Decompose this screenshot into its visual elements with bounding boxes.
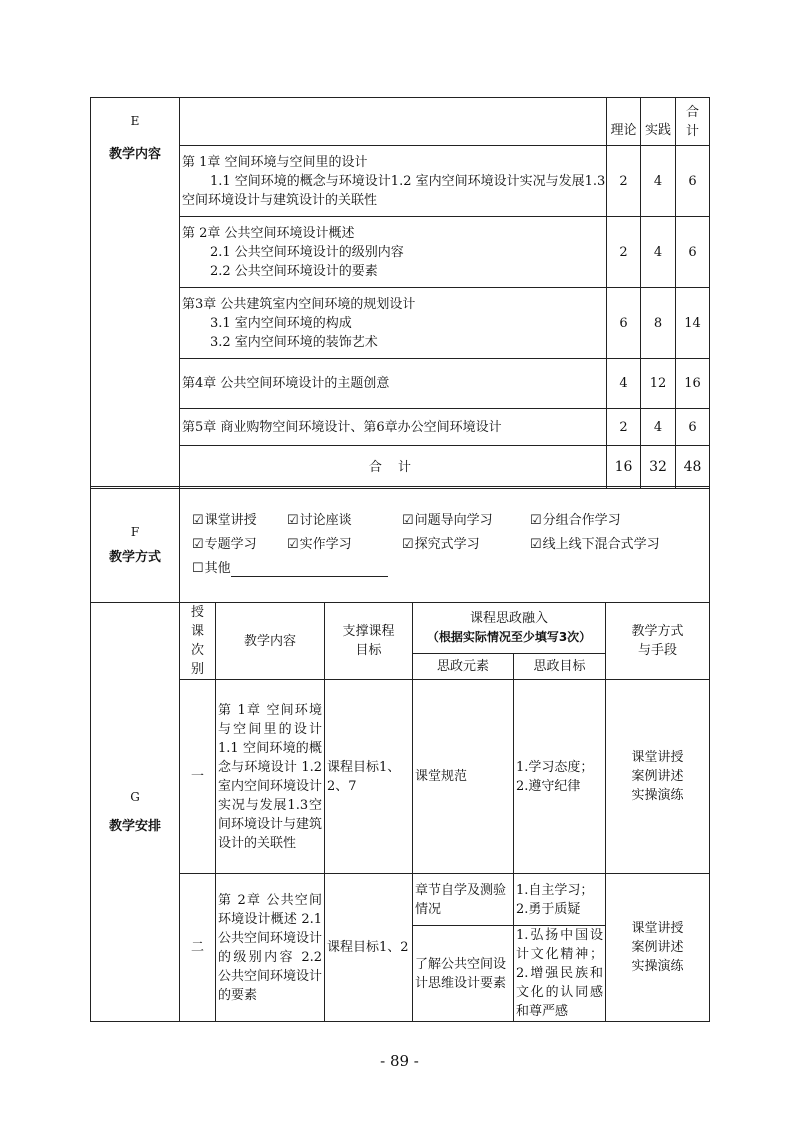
section-letter: F [130, 524, 140, 539]
chapter-row [91, 217, 710, 288]
method-header: 教学方式与手段 [606, 603, 710, 680]
method-option[interactable] [530, 533, 690, 557]
total-theory-hours: 16 [607, 446, 641, 489]
method-label: 线上线下混合式学习 [542, 537, 660, 552]
theory-hours: 6 [607, 288, 641, 359]
empty-box-icon: ☐ [192, 561, 204, 576]
method-option[interactable] [530, 509, 690, 533]
ideology-goal: 1.自主学习；2.勇于质疑 [514, 874, 606, 926]
ideology-header [413, 603, 606, 654]
method-option[interactable] [287, 533, 402, 557]
teaching-methods [180, 487, 710, 603]
method-row [192, 557, 699, 581]
method-label: 分组合作学习 [542, 513, 621, 528]
method-option[interactable] [192, 533, 287, 557]
practice-hours: 12 [641, 359, 676, 409]
ideology-goal: 1.学习态度；2.遵守纪律 [514, 680, 606, 874]
page-number: - 89 - [380, 1052, 419, 1070]
chapter-subsection: 2.2 公共空间环境设计的要素 [210, 263, 378, 279]
chapter-subsection: 3.2 室内空间环境的装饰艺术 [210, 334, 378, 350]
total-header: 合计 [676, 98, 710, 146]
checked-box-icon: ☑ [287, 513, 299, 528]
method-option[interactable] [402, 509, 530, 533]
session-row [91, 680, 710, 874]
ideology-note: （根据实际情况至少填写3次） [426, 629, 592, 644]
section-letter: E [130, 114, 140, 128]
chapter-title: 第4章 公共空间环境设计的主题创意 [182, 376, 390, 391]
total-hours: 16 [676, 359, 710, 409]
checked-box-icon: ☑ [402, 537, 414, 552]
theory-header: 理论 [607, 98, 641, 146]
checked-box-icon: ☑ [192, 513, 204, 528]
section-title: 教学内容 [108, 147, 161, 162]
ideology-element: 课堂规范 [413, 680, 514, 874]
total-hours: 14 [676, 288, 710, 359]
session-number: 一 [180, 680, 216, 874]
content-header: 教学内容 [216, 603, 325, 680]
chapter-row [91, 409, 710, 446]
theory-hours: 4 [607, 359, 641, 409]
total-hours: 6 [676, 409, 710, 446]
section-e-table [90, 97, 710, 489]
method-option[interactable] [287, 509, 402, 533]
section-f-table [90, 486, 710, 603]
theory-hours: 2 [607, 146, 641, 217]
chapter-cell [180, 359, 607, 409]
method-option-other[interactable] [192, 557, 388, 581]
section-f-label [91, 487, 180, 603]
method-option[interactable] [402, 533, 530, 557]
total-all-hours: 48 [676, 446, 710, 489]
checked-box-icon: ☑ [530, 537, 542, 552]
practice-hours: 8 [641, 288, 676, 359]
checked-box-icon: ☑ [402, 513, 414, 528]
chapter-title: 第5章 商业购物空间环境设计、第6章办公空间环境设计 [182, 419, 502, 435]
ideology-goal: 1.弘扬中国设计文化精神；2.增强民族和文化的认同感和尊严感 [514, 926, 606, 1022]
chapter-row [91, 288, 710, 359]
session-number: 二 [180, 874, 216, 1022]
chapter-title: 第 1章 空间环境与空间里的设计 [182, 154, 368, 170]
chapter-cell [180, 217, 607, 288]
chapter-title: 第 2章 公共空间环境设计概述 [182, 225, 355, 241]
total-row [91, 446, 710, 489]
method-row [192, 509, 699, 533]
session-method: 课堂讲授案例讲述实操演练 [606, 680, 710, 874]
total-hours: 6 [676, 217, 710, 288]
section-title: 教学安排 [108, 819, 161, 834]
content-header-blank [180, 98, 607, 146]
chapter-cell [180, 409, 607, 446]
session-goal: 课程目标1、2、7 [325, 680, 413, 874]
session-row [91, 874, 710, 926]
section-title: 教学方式 [108, 549, 161, 565]
checked-box-icon: ☑ [192, 537, 204, 552]
total-hours: 6 [676, 146, 710, 217]
other-input-line[interactable] [231, 561, 388, 577]
checked-box-icon: ☑ [530, 513, 542, 528]
goal-header: 支撑课程目标 [325, 603, 413, 680]
method-label: 实作学习 [299, 537, 352, 552]
section-g-table [90, 602, 710, 1022]
method-label: 课堂讲授 [204, 513, 257, 528]
chapter-row [91, 146, 710, 217]
method-option[interactable] [192, 509, 287, 533]
practice-hours: 4 [641, 409, 676, 446]
section-e-label [91, 98, 180, 489]
method-label: 专题学习 [204, 537, 257, 552]
ideology-element: 章节自学及测验情况 [413, 874, 514, 926]
element-header: 思政元素 [413, 653, 514, 679]
chapter-row [91, 359, 710, 409]
session-goal: 课程目标1、2 [325, 874, 413, 1022]
checked-box-icon: ☑ [287, 537, 299, 552]
total-label: 合 计 [180, 446, 607, 489]
section-g-label [91, 603, 180, 1022]
method-label: 其他 [204, 561, 231, 576]
ideology-title: 课程思政融入 [470, 610, 549, 626]
ideology-goal-header: 思政目标 [514, 653, 606, 679]
method-label: 问题导向学习 [414, 513, 493, 528]
session-header: 授课次别 [180, 603, 216, 680]
section-letter: G [130, 790, 140, 804]
total-practice-hours: 32 [641, 446, 676, 489]
ideology-element: 了解公共空间设计思维设计要素 [413, 926, 514, 1022]
chapter-cell [180, 146, 607, 217]
chapter-subsection: 2.1 公共空间环境设计的级别内容 [210, 244, 404, 260]
theory-hours: 2 [607, 409, 641, 446]
method-label: 探究式学习 [414, 537, 480, 552]
practice-header: 实践 [641, 98, 676, 146]
session-method: 课堂讲授案例讲述实操演练 [606, 874, 710, 1022]
practice-hours: 4 [641, 217, 676, 288]
method-row [192, 533, 699, 557]
practice-hours: 4 [641, 146, 676, 217]
session-content: 第 2章 公共空间环境设计概述 2.1 公共空间环境设计的级别内容 2.2 公共空间环境设计的要素 [216, 874, 325, 1022]
chapter-title: 第3章 公共建筑室内空间环境的规划设计 [182, 296, 416, 312]
chapter-subsection: 3.1 室内空间环境的构成 [210, 315, 352, 331]
theory-hours: 2 [607, 217, 641, 288]
session-content: 第 1章 空间环境与空间里的设计 1.1 空间环境的概念与环境设计 1.2 室内空间环境设计实况与发展1.3空间环境设计与建筑设计的关联性 [216, 680, 325, 874]
chapter-subsection: 1.1 空间环境的概念与环境设计1.2 室内空间环境设计实况与发展1.3空间环境设计与建筑设计的关联性 [182, 173, 606, 208]
method-label: 讨论座谈 [299, 513, 352, 528]
chapter-cell [180, 288, 607, 359]
